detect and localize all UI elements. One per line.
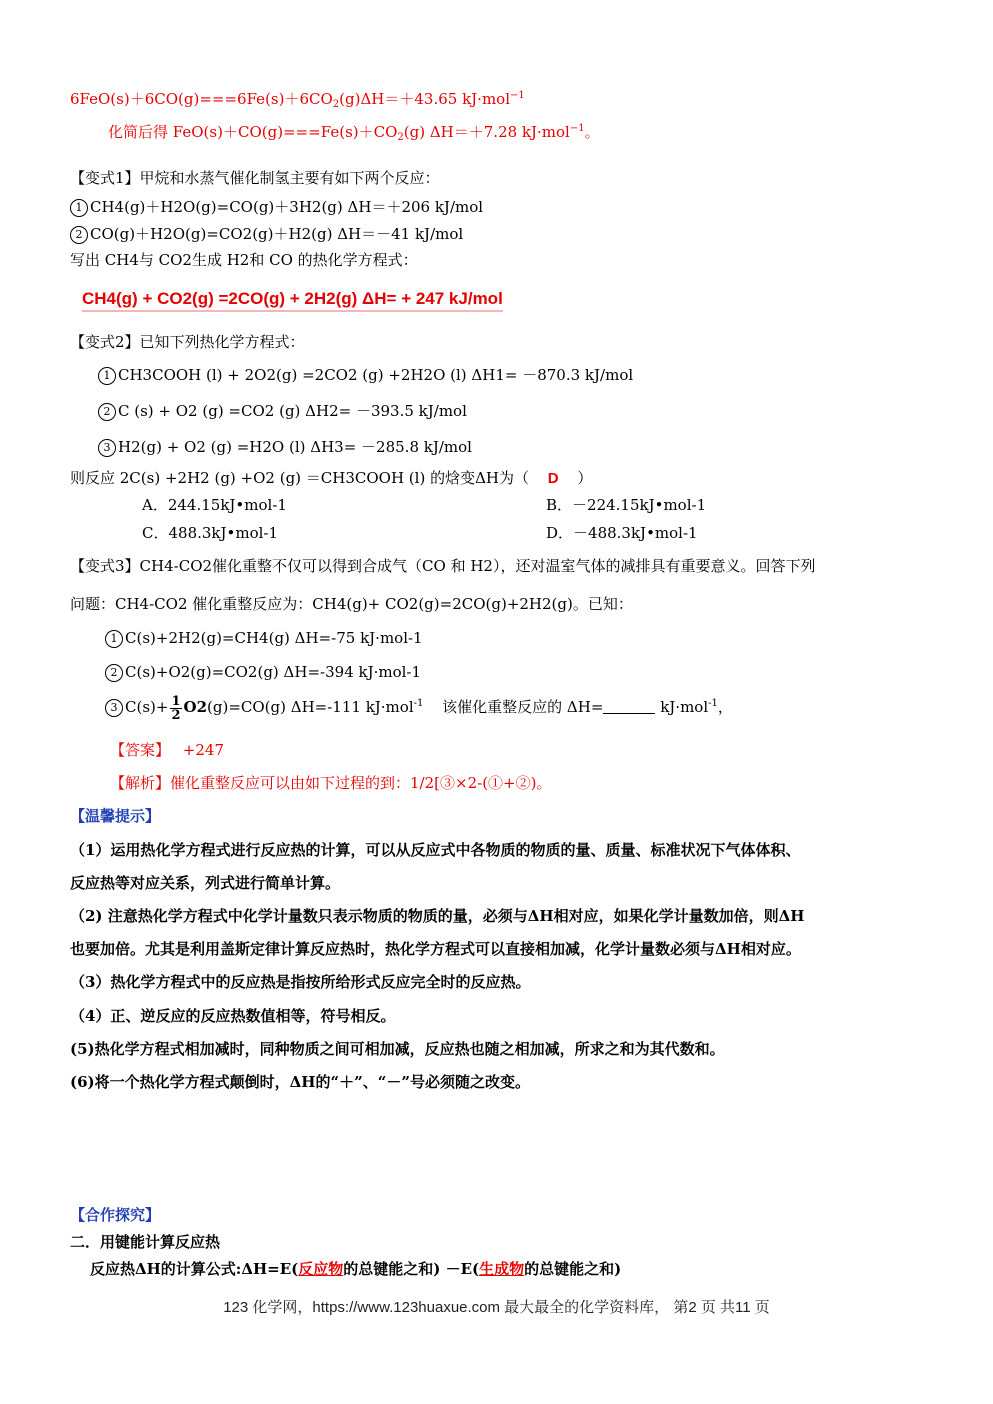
- circled-1-icon: 1: [98, 367, 116, 385]
- variant-1-heading: 【变式1】甲烷和水蒸气催化制氢主要有如下两个反应：: [70, 169, 440, 187]
- circled-2-icon: 2: [105, 664, 123, 682]
- variant-3-analysis: 【解析】催化重整反应可以由如下过程的到：1/2[③×2-(①+②)。: [110, 774, 552, 792]
- variant-3-known-2: 2 C(s)+O2(g)=CO2(g) ΔH=-394 kJ·mol-1: [105, 662, 421, 682]
- variant-1-answer: CH4(g) + CO2(g) =2CO(g) + 2H2(g) ΔH= + 247 kJ/mol: [82, 289, 503, 309]
- option-b: B．－224.15kJ•mol-1: [546, 496, 707, 514]
- variant-2-equation-1: 1 CH3COOH (l) + 2O2(g) =2CO2 (g) +2H2O (l) ΔH1= －870.3 kJ/mol: [98, 365, 633, 385]
- circled-2-icon: 2: [70, 226, 88, 244]
- variant-1-task: 写出 CH4与 CO2生成 H2和 CO 的热化学方程式：: [70, 251, 418, 269]
- circled-2-icon: 2: [98, 403, 116, 421]
- variant-3-answer: 【答案】 +247: [110, 741, 224, 759]
- variant-1-reaction-2: 2 CO(g)＋H2O(g)=CO2(g)＋H2(g) ΔH＝－41 kJ/mol: [70, 224, 463, 244]
- option-d: D．－488.3kJ•mol-1: [546, 524, 698, 542]
- circled-1-icon: 1: [70, 199, 88, 217]
- variant-3-line-2: 问题：CH4-CO2 催化重整反应为：CH4(g)+ CO2(g)=2CO(g)+2H2(g)。已知：: [70, 595, 633, 613]
- tip-5: (5)热化学方程式相加减时，同种物质之间可相加减，反应热也随之相加减，所求之和为其代数和。: [70, 1040, 725, 1058]
- variant-1-reaction-1: 1 CH4(g)＋H2O(g)=CO(g)＋3H2(g) ΔH＝＋206 kJ/mol: [70, 197, 483, 217]
- variant-3-line-1: 【变式3】CH4-CO2催化重整不仅可以得到合成气（CO 和 H2），还对温室气体的减排具有重要意义。回答下列: [70, 557, 816, 575]
- circled-1-icon: 1: [105, 630, 123, 648]
- variant-2-question: 则反应 2C(s) +2H2 (g) +O2 (g) ＝CH3COOH (l) 的焓变ΔH为（ D ）: [70, 469, 593, 487]
- option-a: A．244.15kJ•mol-1: [142, 496, 287, 514]
- coop-heading: 【合作探究】: [70, 1206, 161, 1224]
- page-footer: 123 化学网，https://www.123huaxue.com 最大最全的化学资料库， 第2 页 共11 页: [223, 1299, 770, 1316]
- section-title: 二．用键能计算反应热: [70, 1233, 221, 1251]
- fraction-one-half: $\frac{1}{2}$: [171, 693, 181, 723]
- bond-energy-formula: 反应热ΔH的计算公式:ΔH=E(反应物的总键能之和) －E(生成物的总键能之和): [90, 1260, 622, 1278]
- tip-1-line-2: 反应热等对应关系，列式进行简单计算。: [70, 874, 341, 892]
- tip-4: （4）正、逆反应的反应热数值相等，符号相反。: [70, 1007, 396, 1025]
- variant-3-known-1: 1 C(s)+2H2(g)=CH4(g) ΔH=-75 kJ·mol-1: [105, 628, 423, 648]
- option-c: C．488.3kJ•mol-1: [142, 524, 279, 542]
- circled-3-icon: 3: [105, 699, 123, 717]
- variant-2-equation-2: 2 C (s) + O2 (g) =CO2 (g) ΔH2= －393.5 kJ/mol: [98, 401, 467, 421]
- variant-3-known-3: 3 C(s)+ $\frac{1}{2}$ O2(g)=CO(g) ΔH=-111 kJ·mol$^{-1}$ 该催化重整反应的 ΔH= kJ·mol$^{-1}$，: [105, 694, 733, 722]
- tip-2-line-2: 也要加倍。尤其是利用盖斯定律计算反应热时，热化学方程式可以直接相加减，化学计量数必须与ΔH相对应。: [70, 940, 801, 958]
- intro-equation-2: 化简后得 $FeO(s)+CO(g)===Fe(s)+CO_2(g)$ ΔH＝＋7.28 kJ·mol$^{-1}$。: [108, 123, 600, 143]
- variant-2-equation-3: 3 H2(g) + O2 (g) =H2O (l) ΔH3= －285.8 kJ/mol: [98, 437, 472, 457]
- tip-1-line-1: （1）运用热化学方程式进行反应热的计算，可以从反应式中各物质的物质的量、质量、标准状况下气体体积、: [70, 841, 801, 859]
- circled-3-icon: 3: [98, 439, 116, 457]
- intro-equation-1: $6FeO(s)+6CO(g)===6Fe(s)+6CO_2(g)\Delta H=+43.65$ kJ·mol$^{-1}$: [70, 90, 525, 110]
- answer-blank[interactable]: [603, 699, 655, 714]
- tip-3: （3）热化学方程式中的反应热是指按所给形式反应完全时的反应热。: [70, 973, 531, 991]
- tips-heading: 【温馨提示】: [70, 807, 161, 825]
- variant-2-answer: D: [547, 470, 559, 487]
- tip-2-line-1: （2) 注意热化学方程式中化学计量数只表示物质的物质的量，必须与ΔH相对应，如果化学计量数加倍，则ΔH: [70, 907, 805, 925]
- tip-6: (6)将一个热化学方程式颠倒时，ΔH的“＋”、“－”号必须随之改变。: [70, 1073, 530, 1091]
- variant-2-heading: 【变式2】已知下列热化学方程式：: [70, 333, 305, 351]
